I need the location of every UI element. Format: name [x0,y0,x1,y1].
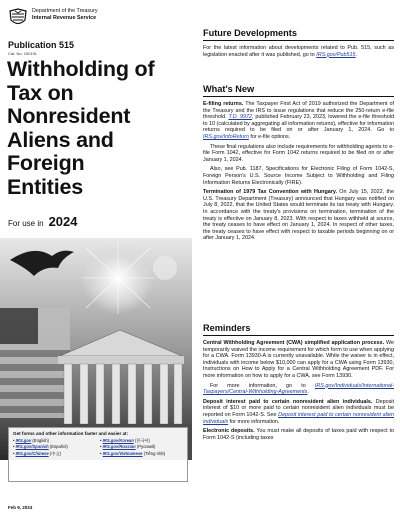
section-heading: Future Developments [203,28,297,38]
section-heading: Reminders [203,323,251,333]
catalog-number: Cat. No. 15019L [8,51,38,56]
section-divider [203,335,394,336]
tax-year: 2024 [48,214,78,229]
irs-link-english[interactable]: IRS.gov [15,438,32,443]
language-link-list [13,438,183,456]
language-item: • IRS.gov/Spanish (Español) [13,444,68,450]
section-divider [203,96,394,97]
paragraph [203,399,394,425]
language-item: • IRS.gov/Korean (한국어) [100,438,150,443]
irs-link-korean[interactable]: IRS.gov/Korean [102,438,134,443]
paragraph [203,101,394,141]
paragraph [203,383,394,396]
language-name: (中文) [49,450,62,456]
irs-link-spanish[interactable]: IRS.gov/Spanish [15,444,49,450]
title-line: Tax on [7,80,74,105]
paragraph-text: for more information. [228,418,280,425]
department-line: Department of the Treasury [32,8,98,14]
language-name: (English) [32,438,49,443]
department-name [32,8,98,21]
run-in-heading: Central Withholding Agreement (CWA) simplified application process. [203,340,385,346]
paragraph-text: You must make all deposits of taxes paid with respect to Form 1042-S (including taxes [203,428,395,441]
forms-box-heading: Get forms and other information faster and easier at: [13,431,129,436]
paragraph-text: Deposit interest of $10 or more paid to certain nonresident alien individuals must be reported on Form 1042-S. See [203,398,395,418]
title-line: Entities [7,174,84,199]
deposit-interest-link[interactable]: Deposit interest paid to certain nonresident alien individuals [203,411,394,425]
irs-eagle-logo-icon [8,8,28,28]
whats-new-section [203,84,394,245]
use-in-label: For use in [8,219,44,228]
content-column [203,0,394,518]
section-heading: What's New [203,84,255,94]
language-name: (한국어) [135,438,150,443]
run-in-heading: Electronic deposits. [203,428,255,435]
paragraph-text: For the latest information about developments related to Pub. 515, such as legislation enacted after it was published, go to [203,45,394,58]
paragraph-text: for e-file options. [248,133,291,140]
title-line: Withholding of [7,57,155,81]
section-divider [203,40,394,41]
paragraph-text: We temporarily waived the income requirement for which form to use when applying for a CWA. Form 13930-A is currently unavailable. While the waiver is in effect, individuals with income below $10,000 can apply for a CWA using Form 13930, Instructions on How to Apply for a Central Withholding Agreement PDF. For more information on how to apply for a CWA, see Form 13930. [203,340,394,379]
cover-column [0,0,192,518]
future-developments-section [203,28,394,61]
language-name: (Pусский) [136,444,156,450]
paragraph-text: , published February 23, 2023, lowered the e-file threshold to 10 (calculated by aggregating all information returns), effective for information returns required to be filed on or after January 1, 2024. Go to [203,114,394,134]
punctuation: . [307,389,309,396]
paragraph: These final regulations also include requirements for withholding agents to e-file Form 1042, effective for Form 1042 returns required to be filed on or after January 1, 2024. [203,143,394,163]
title-line: Nonresident [7,104,131,128]
publication-date: Feb 9, 2024 [8,505,33,510]
td-9972-link[interactable]: T.D. 9972 [228,114,253,121]
title-line: Aliens and [7,127,114,152]
language-name: (Español) [49,444,68,450]
irs-link-russian[interactable]: IRS.gov/Russian [102,444,136,450]
punctuation: . [355,51,358,58]
paragraph [203,428,394,441]
language-item: • IRS.gov/Russian (Pусский) [100,444,156,450]
irs-link-chinese[interactable]: IRS.gov/Chinese [15,450,49,456]
publication-title [7,58,193,199]
paragraph: Also, see Pub. 1187, Specifications for Electronic Filing of Form 1042-S, Foreign Person's U.S. Source Income Subject to Withholding and Filing Information Returns Electronically (FIRE). [203,166,394,186]
paragraph [203,189,394,242]
language-item: • IRS.gov (English) [13,438,49,443]
paragraph [203,45,394,58]
run-in-heading: Deposit interest paid to certain nonresident alien individuals. [203,398,373,405]
agency-line: Internal Revenue Service [32,14,97,21]
title-line: Foreign [7,151,85,175]
paragraph-text: On July 15, 2022, the U.S. Treasury Department (Treasury) announced that Hungary was notified on July 8, 2022, that the United States would terminate its tax treaty with Hungary. In accordance with the treaty's provisions on termination, termination of the treaty is effective on January 8, 2023. With respect to taxes withheld at source, the treaty ceases to have effect on January 1, 2024. In respect of other taxes, the treaty ceases to have effect with respect to taxable periods beginning on or after January 1, 2024. [203,189,394,242]
paragraph-text: For more information, go to [210,382,306,389]
reminders-section [203,323,394,444]
language-name: (Tiếng Việt) [143,450,166,456]
run-in-heading: E-filing returns. [203,101,244,107]
inforeturn-link[interactable]: IRS.gov/InfoReturn [203,133,249,140]
tax-year-line [8,214,78,229]
run-in-heading: Termination of 1979 Tax Convention with Hungary. [203,189,337,196]
language-item: • IRS.gov/Chinese (中文) [13,450,62,456]
paragraph-text: The Taxpayer First Act of 2019 authorized the Department of the Treasury and the IRS to issue regulations that reduce the 250-return e-file threshold. [203,101,394,121]
irs-link-vietnamese[interactable]: IRS.gov/Vietnamese [102,450,143,456]
publication-number: Publication 515 [8,40,75,50]
forms-info-box [8,427,188,482]
paragraph [203,340,394,380]
cwa-link[interactable]: IRS.gov/Individuals/International-Taxpayers/Central-Withholding-Agreements [203,382,395,396]
language-item: • IRS.gov/Vietnamese (Tiếng Việt) [100,450,166,456]
pub515-link[interactable]: IRS.gov/Pub515 [316,51,356,58]
